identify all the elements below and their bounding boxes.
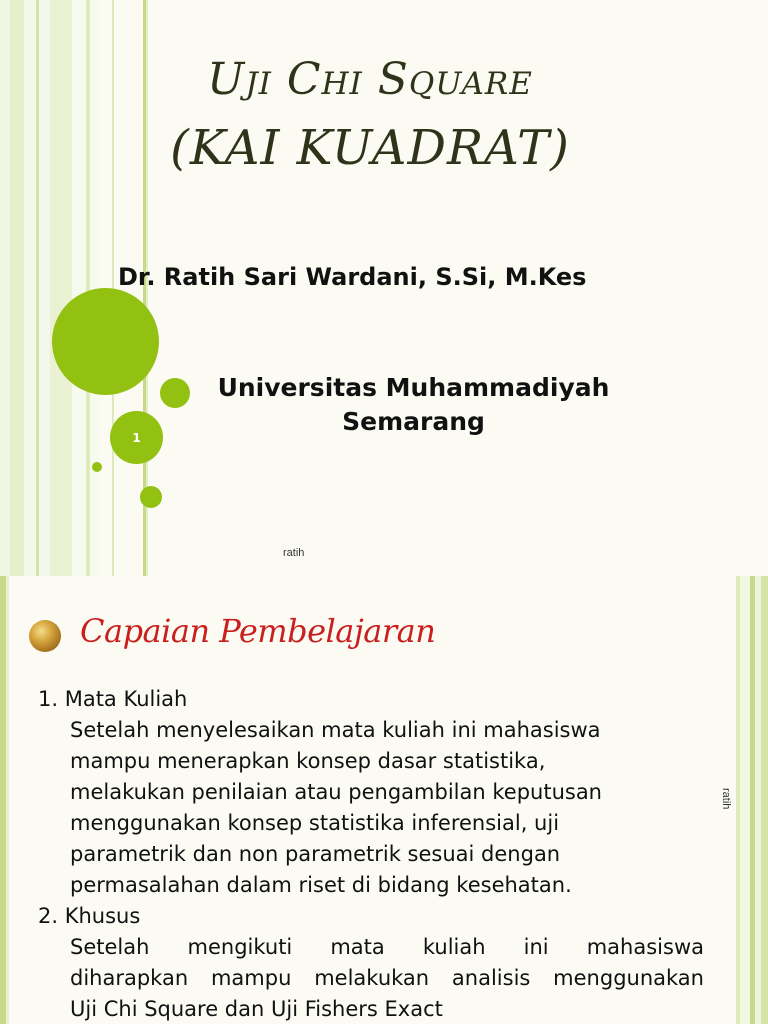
- university-line-2: Semarang: [342, 406, 485, 436]
- decorative-strip: [10, 0, 24, 576]
- content-slide: [0, 576, 768, 1024]
- text-line: parametrik dan non parametrik sesuai dengan: [70, 842, 561, 866]
- slide-number-badge: 1: [110, 411, 163, 464]
- slide-title: [120, 54, 620, 176]
- text-line: Setelah mengikuti mata kuliah ini mahasiswa: [70, 935, 704, 959]
- outcome-heading: 2. Khusus: [38, 904, 141, 928]
- title-line-1: Uji Chi Square: [207, 54, 533, 105]
- outcome-text: [38, 715, 704, 901]
- learning-outcomes: [38, 684, 704, 1024]
- university-name: [186, 371, 641, 439]
- author-name: Dr. Ratih Sari Wardani, S.Si, M.Kes: [118, 263, 587, 291]
- text-line: Uji Chi Square dan Uji Fishers Exact: [70, 997, 443, 1021]
- title-line-2: (KAI KUADRAT): [170, 120, 570, 176]
- outcome-text: [38, 932, 704, 1024]
- university-line-1: Universitas Muhammadiyah: [217, 373, 610, 402]
- outcome-heading: 1. Mata Kuliah: [38, 687, 188, 711]
- text-line: mampu menerapkan konsep dasar statistika,: [70, 749, 546, 773]
- tiny-circle-decoration: [92, 462, 102, 472]
- decorative-strip: [0, 0, 10, 576]
- footer-text: ratih: [283, 547, 305, 559]
- text-line: permasalahan dalam riset di bidang kesehatan.: [70, 873, 572, 897]
- decorative-strip: [50, 0, 72, 576]
- text-line: diharapkan mampu melakukan analisis menggunakan: [70, 966, 704, 990]
- slide-title: Capaian Pembelajaran: [80, 612, 436, 650]
- bullet-ball-icon: [29, 620, 61, 652]
- large-circle-decoration: [52, 288, 159, 395]
- text-line: Setelah menyelesaikan mata kuliah ini mahasiswa: [70, 718, 601, 742]
- side-footer-text: ratih: [720, 788, 732, 810]
- decorative-strip: [72, 0, 86, 576]
- decorative-strip: [761, 576, 768, 1024]
- text-line: menggunakan konsep statistika inferensial, uji: [70, 811, 560, 835]
- decorative-strip: [740, 576, 750, 1024]
- text-line: melakukan penilaian atau pengambilan keputusan: [70, 780, 602, 804]
- decorative-strip: [24, 0, 36, 576]
- small-circle-decoration: [140, 486, 162, 508]
- decorative-strip: [6, 576, 9, 1024]
- decorative-strip: [39, 0, 50, 576]
